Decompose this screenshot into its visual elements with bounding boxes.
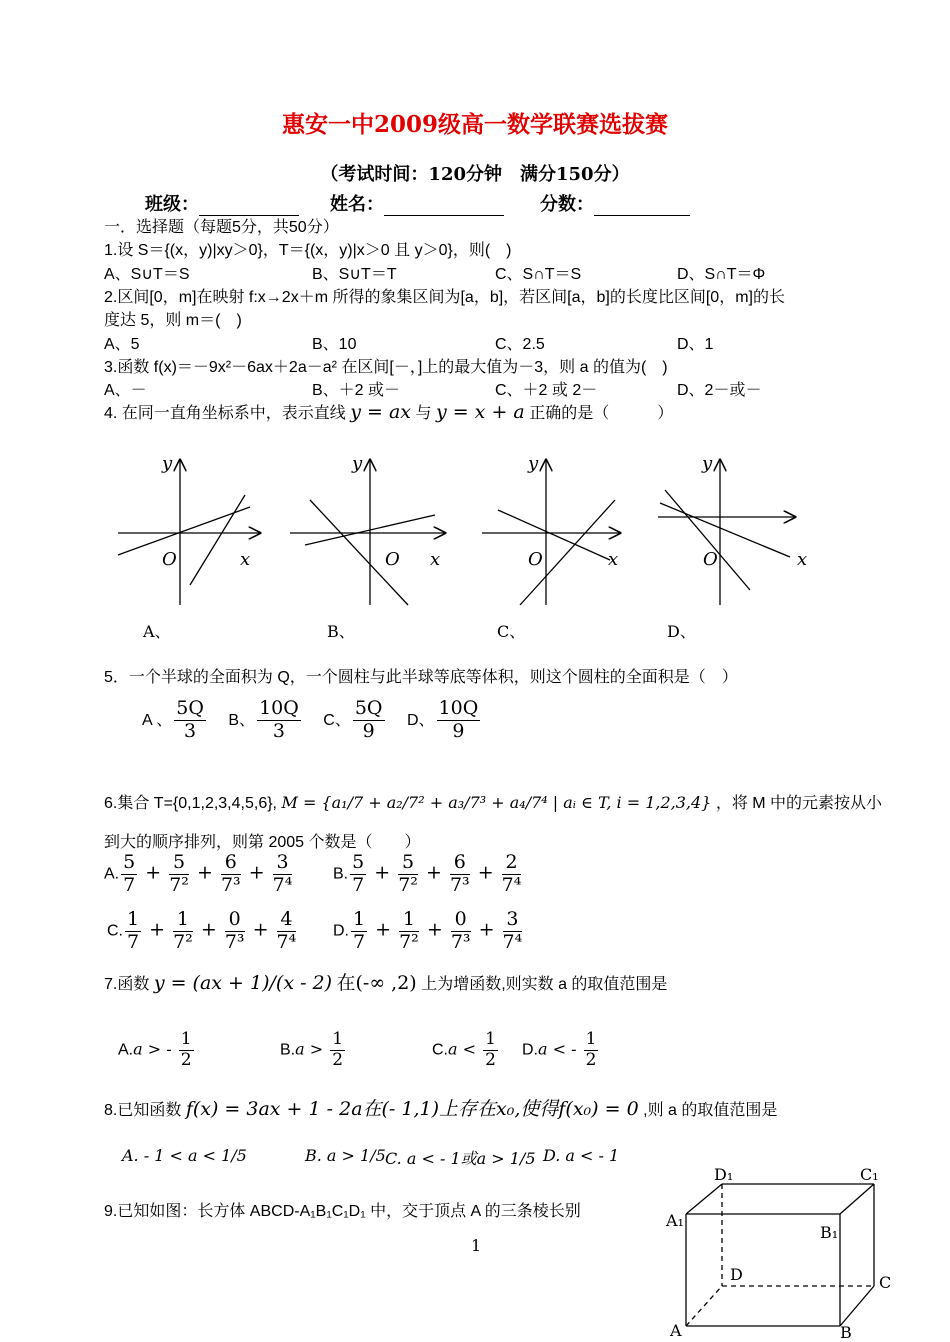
q4-option-c: C、 bbox=[497, 622, 526, 641]
q6-stem-line2: 到大的顺序排列，则第 2005 个数是（ ） bbox=[104, 834, 421, 851]
q4-stem bbox=[104, 400, 673, 423]
score-field bbox=[540, 190, 690, 216]
q4-graph-d bbox=[658, 453, 807, 605]
plus-sign: + bbox=[368, 861, 397, 884]
q6-fraction: $\frac{0}{\text{7³}}$ bbox=[224, 908, 245, 953]
q6-fraction: $\frac{5}{\text{7²}}$ bbox=[398, 851, 418, 896]
q4-c-y: y bbox=[528, 453, 539, 474]
q7-stem bbox=[104, 968, 667, 995]
q8-suffix: ,则 a 的取值范围是 bbox=[643, 1102, 778, 1119]
q7-option-label: C. bbox=[432, 1041, 448, 1059]
class-label: 班级： bbox=[145, 194, 199, 215]
q5-stem: 5．一个半球的全面积为 Q，一个圆柱与此半球等底等体积，则这个圆柱的全面积是（ ） bbox=[104, 669, 738, 686]
label-d: D bbox=[730, 1265, 743, 1284]
class-field bbox=[145, 190, 299, 216]
q8-option-a: A. - 1 < a < 1/5 bbox=[122, 1146, 247, 1165]
q7-option-fraction: $\frac{1}{2}$ bbox=[332, 1029, 344, 1070]
q4-end: 正确的是（ ） bbox=[529, 405, 674, 422]
q2-stem-line1: 2.区间[0，m]在映射 f:x→2x＋m 所得的象集区间为[a，b]，若区间[a，b]的长度比区间[0，m]的长 bbox=[104, 289, 785, 306]
plus-sign: + bbox=[190, 861, 219, 884]
q7-option-relation: a > bbox=[295, 1039, 329, 1059]
q3-option-b: B、＋2 或－ bbox=[312, 382, 401, 399]
q7-option-b bbox=[280, 1030, 347, 1070]
q7-option-d bbox=[522, 1030, 600, 1070]
q4-d-o: O bbox=[703, 549, 718, 570]
name-field bbox=[330, 190, 504, 216]
page-number: 1 bbox=[471, 1236, 482, 1255]
q5-option-d: D、 $\frac{10Q}{9}$ bbox=[406, 697, 479, 742]
q4-option-b: B、 bbox=[327, 622, 355, 641]
plus-sign: + bbox=[143, 918, 172, 941]
q6-fraction: $\frac{6}{\text{7³}}$ bbox=[220, 851, 241, 896]
q7-option-relation: a < bbox=[448, 1039, 482, 1059]
q6-fraction: $\frac{1}{7}$ bbox=[353, 908, 366, 953]
q4-eq1: y = ax bbox=[350, 401, 412, 423]
q7-option-relation: a < - bbox=[538, 1039, 582, 1059]
q6-fraction: $\frac{5}{\text{7²}}$ bbox=[169, 851, 189, 896]
q7-prefix: 7.函数 bbox=[104, 976, 150, 993]
q7-option-fraction: $\frac{1}{2}$ bbox=[180, 1029, 192, 1070]
q4-option-a: A、 bbox=[143, 622, 171, 641]
plus-sign: + bbox=[242, 861, 271, 884]
plus-sign: + bbox=[139, 861, 168, 884]
q4-option-d: D、 bbox=[667, 622, 696, 641]
plus-sign: + bbox=[194, 918, 223, 941]
q6-fraction: $\frac{4}{\text{7⁴}}$ bbox=[276, 908, 297, 953]
q7-interval: 在(-∞ ,2) bbox=[336, 972, 417, 994]
q4-c-o: O bbox=[528, 549, 543, 570]
q6-option-c bbox=[107, 909, 298, 954]
q6-fraction: $\frac{3}{\text{7⁴}}$ bbox=[502, 908, 523, 953]
q8-option-c: C. a < - 1或a > 1/5 bbox=[385, 1149, 536, 1168]
q3-stem: 3.函数 f(x)＝－9x²－6ax＋2a－a² 在区间[－，]上的最大值为－3，则 a 的值为( ) bbox=[104, 359, 668, 376]
plus-sign: + bbox=[419, 861, 448, 884]
q4-graph-c bbox=[482, 453, 620, 605]
label-a: A bbox=[670, 1321, 682, 1340]
q4-b-y: y bbox=[352, 453, 363, 474]
q1-stem: 1.设 S＝{(x，y)|xy＞0}，T＝{(x，y)|x＞0 且 y＞0}，则( ) bbox=[104, 242, 512, 259]
q6-fraction: $\frac{1}{\text{7²}}$ bbox=[399, 908, 419, 953]
q3-option-a: A、－ bbox=[104, 382, 147, 399]
label-c1: C₁ bbox=[860, 1168, 879, 1184]
q6-option-label: A. bbox=[104, 865, 120, 883]
q6-option-a bbox=[104, 852, 294, 897]
q6-fraction: $\frac{3}{\text{7⁴}}$ bbox=[272, 851, 293, 896]
exam-subtitle: （考试时间：120分钟 满分150分） bbox=[320, 164, 630, 185]
section-heading: 一．选择题（每题5分，共50分） bbox=[104, 219, 339, 236]
q7-option-label: A. bbox=[118, 1041, 134, 1059]
q4-mid: 与 bbox=[415, 405, 432, 422]
plus-sign: + bbox=[420, 918, 449, 941]
q6-suffix: ，将 M 中的元素按从小 bbox=[715, 795, 883, 812]
q1-option-c: C、S∩T＝S bbox=[495, 266, 582, 283]
q4-a-y: y bbox=[162, 453, 173, 474]
q6-option-b bbox=[333, 852, 523, 897]
q6-stem-line1 bbox=[104, 790, 882, 813]
q7-suffix: 上为增函数,则实数 a 的取值范围是 bbox=[421, 976, 668, 993]
q1-option-d: D、S∩T＝Φ bbox=[677, 266, 766, 283]
q7-option-label: D. bbox=[522, 1041, 538, 1059]
label-d1: D₁ bbox=[714, 1168, 734, 1184]
q4-graph-b bbox=[290, 453, 445, 605]
q7-option-fraction: $\frac{1}{2}$ bbox=[585, 1029, 597, 1070]
q4-stem-text: 4. 在同一直角坐标系中，表示直线 bbox=[104, 405, 346, 422]
score-label: 分数： bbox=[540, 194, 594, 215]
q8-option-b: B. a > 1/5 bbox=[305, 1146, 386, 1165]
label-a1: A₁ bbox=[666, 1211, 684, 1230]
q6-fraction: $\frac{5}{7}$ bbox=[123, 851, 136, 896]
q7-func: y = (ax + 1)/(x - 2) bbox=[153, 972, 333, 994]
q2-option-a: A、5 bbox=[104, 336, 140, 353]
q9-cuboid-diagram bbox=[660, 1168, 900, 1340]
q4-eq2: y = x + a bbox=[435, 401, 525, 423]
q9-stem: 9.已知如图：长方体 ABCD-A₁B₁C₁D₁ 中，交于顶点 A 的三条棱长别 bbox=[104, 1203, 581, 1220]
q1-option-b: B、S∪T＝T bbox=[312, 266, 397, 283]
q4-b-o: O bbox=[385, 549, 400, 570]
q6-fraction: $\frac{6}{\text{7³}}$ bbox=[449, 851, 470, 896]
q4-a-o: O bbox=[162, 549, 177, 570]
q8-stem bbox=[104, 1094, 777, 1121]
q6-fraction: $\frac{2}{\text{7⁴}}$ bbox=[501, 851, 522, 896]
q6-set-expr: M = {a₁/7 + a₂/7² + a₃/7³ + a₄/7⁴ | aᵢ ∈ T, i = 1,2,3,4} bbox=[281, 793, 712, 812]
q6-option-label: C. bbox=[107, 922, 123, 940]
q7-option-label: B. bbox=[280, 1041, 296, 1059]
q5-options bbox=[142, 698, 482, 743]
q5-option-c: C、 $\frac{5Q}{9}$ bbox=[323, 697, 383, 742]
q2-stem-line2: 度达 5，则 m＝( ) bbox=[104, 312, 242, 329]
q7-option-a bbox=[118, 1030, 196, 1070]
q2-option-c: C、2.5 bbox=[495, 336, 545, 353]
q6-option-label: D. bbox=[333, 922, 349, 940]
q6-option-label: B. bbox=[333, 865, 349, 883]
q4-c-x: x bbox=[608, 549, 619, 570]
plus-sign: + bbox=[471, 861, 500, 884]
q4-graph-a bbox=[118, 453, 260, 605]
q6-option-d bbox=[333, 909, 524, 954]
q5-option-a: A 、 $\frac{5Q}{3}$ bbox=[142, 697, 204, 742]
plus-sign: + bbox=[472, 918, 501, 941]
plus-sign: + bbox=[246, 918, 275, 941]
q7-option-relation: a > - bbox=[133, 1039, 177, 1059]
exam-title: 惠安一中2009级高一数学联赛选拔赛 bbox=[281, 111, 668, 138]
q5-option-b: B、 $\frac{10Q}{3}$ bbox=[228, 697, 299, 742]
q6-prefix: 6.集合 T={0,1,2,3,4,5,6}, bbox=[104, 795, 278, 812]
q4-b-x: x bbox=[430, 549, 441, 570]
q4-graphs bbox=[100, 445, 830, 645]
q4-d-y: y bbox=[702, 453, 713, 474]
q4-a-x: x bbox=[240, 549, 251, 570]
q6-fraction: $\frac{0}{\text{7³}}$ bbox=[450, 908, 471, 953]
q4-d-x: x bbox=[797, 549, 808, 570]
q2-option-d: D、1 bbox=[677, 336, 714, 353]
label-b: B bbox=[840, 1323, 852, 1340]
q8-option-d: D. a < - 1 bbox=[543, 1146, 620, 1165]
q2-option-b: B、10 bbox=[312, 336, 357, 353]
q6-fraction: $\frac{5}{7}$ bbox=[352, 851, 365, 896]
q3-option-d: D、2－或－ bbox=[677, 382, 762, 399]
q7-option-fraction: $\frac{1}{2}$ bbox=[485, 1029, 496, 1070]
q6-fraction: $\frac{1}{7}$ bbox=[127, 908, 140, 953]
label-b1: B₁ bbox=[820, 1223, 839, 1242]
q6-fraction: $\frac{1}{\text{7²}}$ bbox=[173, 908, 193, 953]
name-label: 姓名： bbox=[330, 194, 384, 215]
plus-sign: + bbox=[369, 918, 398, 941]
q8-expr: f(x) = 3ax + 1 - 2a在(- 1,1)上存在x₀,使得f(x₀) = 0 bbox=[185, 1098, 639, 1120]
q3-option-c: C、＋2 或 2－ bbox=[495, 382, 598, 399]
q8-prefix: 8.已知函数 bbox=[104, 1102, 182, 1119]
q7-option-c bbox=[432, 1030, 500, 1070]
q1-option-a: A、S∪T＝S bbox=[104, 266, 190, 283]
label-c: C bbox=[879, 1273, 892, 1292]
